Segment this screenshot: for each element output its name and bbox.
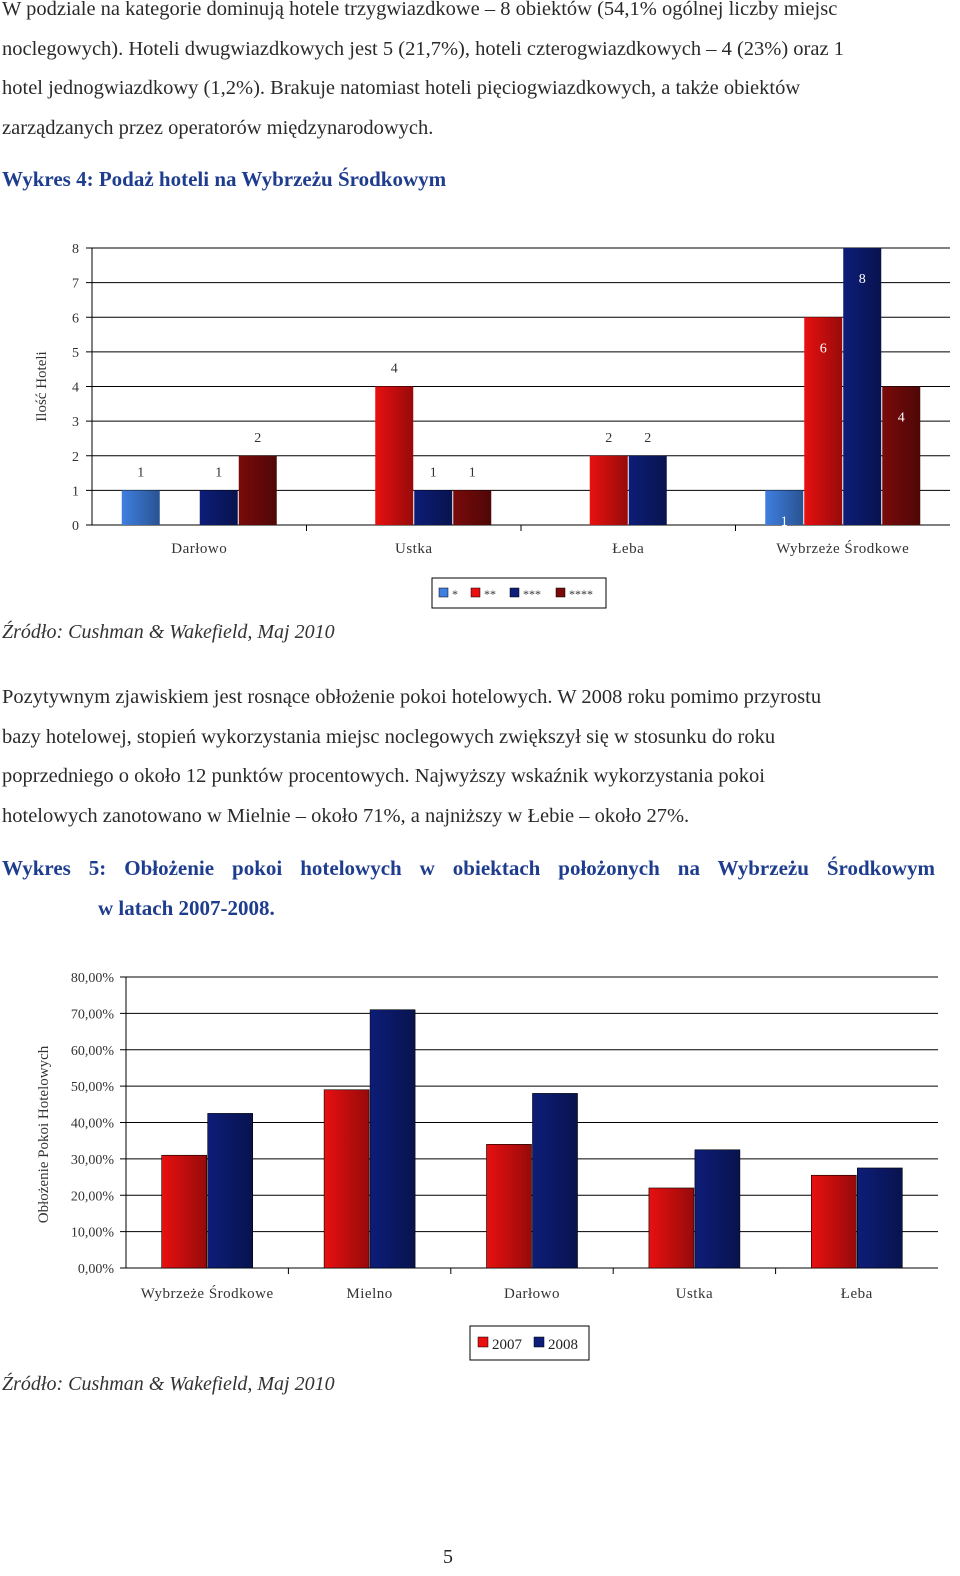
legend-swatch [478,1337,488,1347]
x-tick-label: Mielno [346,1286,393,1302]
x-tick-label: Ustka [395,541,433,557]
legend-label: 2007 [492,1337,522,1353]
data-label: 2 [644,430,652,446]
text-line: bazy hotelowej, stopień wykorzystania miejsc noclegowych zwiększył się w stosunku do roku [2,725,776,748]
x-tick-label: Wybrzeże Środkowe [140,1286,274,1302]
data-label: 1 [215,465,223,481]
x-tick-label: Ustka [675,1286,714,1302]
bar [533,1093,578,1268]
legend-label: **** [569,587,593,601]
y-tick-label: 5 [72,345,79,361]
data-label: 4 [390,361,398,377]
x-tick-label: Łeba [612,541,645,557]
bar [843,248,881,525]
data-label: 6 [819,341,827,357]
legend-swatch [510,588,519,597]
bar [590,456,628,525]
legend-label: *** [523,587,541,601]
bar [122,490,160,525]
x-tick-label: Darłowo [504,1286,560,1302]
middle-paragraph [2,678,935,836]
legend-swatch [534,1337,544,1347]
figure5-caption-line1: Wykres 5: Obłożenie pokoi hotelowych w obiektach położonych na Wybrzeżu Środkowym [2,856,935,880]
y-tick-label: 0 [72,519,79,534]
text-line: hotel jednogwiazdkowy (1,2%). Brakuje natomiast hoteli pięciogwiazdkowych, a także obiektów [2,77,801,99]
y-tick-label: 50,00% [70,1080,114,1096]
y-tick-label: 80,00% [70,971,114,986]
legend-label: ** [484,587,496,601]
bar [857,1168,902,1268]
y-tick-label: 7 [72,276,79,292]
text-line: hotelowych zanotowano w Mielnie – około 71%, a najniższy w Łebie – około 27%. [2,804,690,827]
text-line: poprzedniego o około 12 punktów procentowych. Najwyższy wskaźnik wykorzystania pokoi [2,765,765,787]
bar [649,1188,694,1268]
figure4-caption: Wykres 4: Podaż hoteli na Wybrzeżu Środkowym [2,167,447,191]
y-tick-label: 10,00% [70,1225,114,1241]
bar [208,1113,253,1268]
data-label: 4 [897,410,905,426]
text-line: zarządzanych przez operatorów międzynarodowych. [2,116,434,139]
bar [695,1150,740,1268]
bar [324,1090,369,1268]
text-line: noclegowych). Hoteli dwugwiazdkowych jest 5 (21,7%), hoteli czterogwiazdkowych – 4 (23%) oraz 1 [2,37,844,60]
intro-paragraph [2,0,935,148]
legend-swatch [439,588,448,597]
data-label: 1 [137,465,145,481]
legend-label: 2008 [548,1337,578,1353]
text-line: Pozytywnym zjawiskiem jest rosnące obłożenie pokoi hotelowych. W 2008 roku pomimo przyrostu [2,686,822,708]
bar [239,456,277,525]
legend-swatch [471,588,480,597]
data-label: 1 [780,514,788,530]
page-number: 5 [443,1546,453,1568]
figure4-source: Źródło: Cushman & Wakefield, Maj 2010 [2,621,335,643]
bar [453,490,491,525]
y-tick-label: 40,00% [70,1116,114,1132]
data-label: 1 [429,465,437,481]
bar [882,387,920,526]
bar [200,490,238,525]
y-axis-label: Obłożenie Pokoi Hotelowych [36,1045,52,1224]
data-label: 2 [254,430,262,446]
y-axis-label: Ilość Hoteli [34,351,50,422]
y-tick-label: 30,00% [70,1152,114,1168]
bar [629,456,667,525]
y-tick-label: 8 [72,242,79,257]
data-label: 2 [605,430,613,446]
y-tick-label: 1 [72,484,79,500]
y-tick-label: 60,00% [70,1043,114,1059]
figure5-source: Źródło: Cushman & Wakefield, Maj 2010 [2,1373,335,1395]
data-label: 1 [468,465,476,481]
legend-label: * [452,587,458,601]
bar [414,490,452,525]
x-tick-label: Wybrzeże Środkowe [776,541,910,557]
legend-swatch [556,588,565,597]
bar [370,1010,415,1268]
y-tick-label: 20,00% [70,1189,114,1205]
bar [811,1175,856,1268]
x-tick-label: Łeba [840,1286,873,1302]
figure5-caption-line2: w latach 2007-2008. [98,896,275,920]
y-tick-label: 6 [72,311,79,327]
x-tick-label: Darłowo [171,541,228,557]
data-label: 8 [858,272,866,287]
bar [375,387,413,526]
y-tick-label: 70,00% [70,1007,114,1023]
y-tick-label: 3 [72,415,79,431]
y-tick-label: 0,00% [77,1262,114,1277]
hotel-supply-chart [0,225,960,615]
bar [162,1155,207,1268]
room-occupancy-chart [0,960,960,1370]
text-line: W podziale na kategorie dominują hotele trzygwiazdkowe – 8 obiektów (54,1% ogólnej liczby miejsc [2,0,838,20]
y-tick-label: 4 [72,380,79,396]
bar [487,1144,532,1268]
y-tick-label: 2 [72,449,79,465]
